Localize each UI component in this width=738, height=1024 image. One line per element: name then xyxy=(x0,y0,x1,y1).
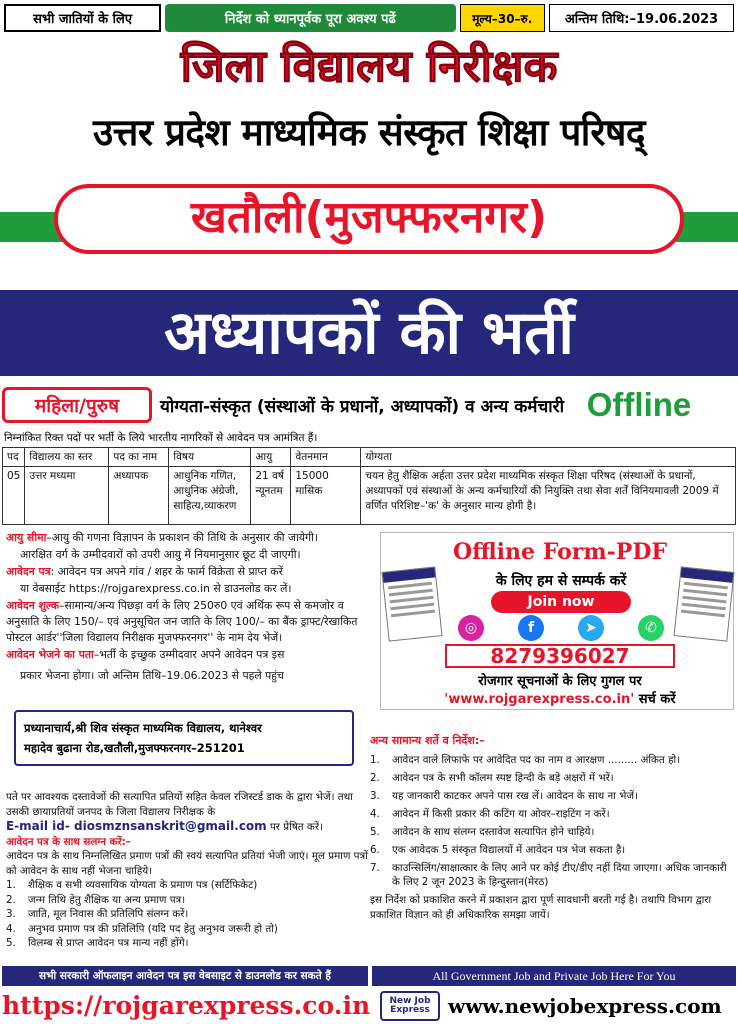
form-label: आवेदन पत्र xyxy=(6,565,51,578)
address-text: –भर्ती के इच्छुक उम्मीदवार अपने आवेदन पत्र इस xyxy=(93,648,285,661)
phone-number[interactable]: 8279396027 xyxy=(445,644,675,668)
location-title: खतौली(मुजफ्फरनगर) xyxy=(54,184,684,254)
item-text: आवेदन में किसी प्रकार की कटिंग या ओवर–राइटिंग न करें। xyxy=(392,807,610,820)
item-text: विलम्ब से प्राप्त आवेदन पत्र मान्य नहीं होंगे। xyxy=(28,937,189,949)
cell-level: उत्तर मध्यमा xyxy=(25,467,109,525)
item-text: आवेदन वाले लिफाफे पर आवेदित पद का नाम व आरक्षण ......... अंकित हो। xyxy=(392,753,681,766)
item-number: 6. xyxy=(370,843,380,856)
footer-right-url[interactable]: www.newjobexpress.com xyxy=(448,994,722,1018)
footer-download-note: सभी सरकारी ऑफलाइन आवेदन पत्र इस वेबसाइट से डाउनलोड कर सकते हैं xyxy=(2,966,368,986)
social-icons xyxy=(441,615,681,643)
address-box xyxy=(14,710,354,766)
address-text-2: प्रकार भेजना होगा। जो अन्तिम तिथि–19.06.2023 से पहले पहुंच xyxy=(20,669,284,682)
form-thumbnail-left xyxy=(381,566,442,641)
footer-jobs-note: All Government Job and Private Job Here For You xyxy=(372,966,736,986)
docs-text: पते पर आवश्यक दस्तावेजों की सत्यापित प्रतियों सहित केवल रजिस्टर्ड डाक के द्वारा भेजें। तथा उसकी छायाप्रतियों जनपद के जिला विद्यालय निरीक्षक के xyxy=(6,791,353,818)
cell-subject: आधुनिक गणित, आधुनिक अंग्रेजी, साहित्य,व्याकरण xyxy=(169,467,251,525)
last-date-label: अन्तिम तिथि:–19.06.2023 xyxy=(549,4,734,32)
offline-badge: Offline xyxy=(574,384,704,426)
item-text: आवेदन के साथ संलग्न दस्तावेज सत्यापित होने चाहिये। xyxy=(392,825,595,838)
list-item xyxy=(6,878,372,893)
list-item xyxy=(6,922,372,937)
item-text: यह जानकारी काटकर अपने पास रख लें। आवेदन के साथ ना भेजें। xyxy=(392,789,638,802)
right-column xyxy=(370,734,734,922)
intro-text: निम्नांकित रिक्त पदों पर भर्ती के लिये भारतीय नागरिकों से आवेदन पत्र आमंत्रित हैं। xyxy=(4,432,318,444)
offline-form-ad[interactable] xyxy=(380,532,734,710)
ad-search-tail: सर्च करें xyxy=(634,692,676,707)
left-column xyxy=(6,530,366,685)
left-lower-column xyxy=(6,790,372,951)
address-line-1: प्रध्यानाचार्य,श्री शिव संस्कृत माध्यमिक विद्यालय, थानेश्वर xyxy=(24,721,262,735)
item-number: 2. xyxy=(370,771,380,784)
footer-right-bar xyxy=(372,988,736,1024)
item-text: अनुभव प्रमाण पत्र की प्रतिलिपि (यदि पद हेतु अनुभव जरूरी हो तो) xyxy=(28,922,278,935)
list-item xyxy=(370,861,734,890)
price-label: मूल्य–30–रु. xyxy=(460,4,546,32)
item-number: 3. xyxy=(6,908,16,920)
location-band xyxy=(0,184,738,254)
item-text: एक आवेदक 5 संस्कृत विद्यालयों में आवेदन पत्र भेज सकता है। xyxy=(392,843,626,856)
email-para xyxy=(6,819,372,835)
conditions-heading: अन्य सामान्य शर्ते व निर्देश:– xyxy=(370,734,485,747)
ad-title: Offline Form-PDF xyxy=(452,539,668,565)
conditions-list xyxy=(370,753,734,890)
item-number: 3. xyxy=(370,789,380,802)
form-para xyxy=(6,564,366,580)
table-header-row xyxy=(3,448,736,467)
fee-label: आवेदन शुल्क xyxy=(6,599,60,612)
address-para xyxy=(6,647,366,663)
page-title: जिला विद्यालय निरीक्षक xyxy=(180,41,558,92)
item-text: आवेदन पत्र के सभी कॉलम स्पष्ट हिन्दी के बड़े अक्षरों में भरें। xyxy=(392,771,614,784)
item-number: 1. xyxy=(370,753,380,766)
list-item xyxy=(6,907,372,922)
ad-subtitle: के लिए हम से सम्पर्क करें xyxy=(495,573,627,589)
attach-text: आवेदन पत्र के साथ निम्नलिखित प्रमाण पत्रों की स्वयं सत्यापित प्रतियां भेजी जाएं। मूल प्रमाण पत्रों को आवेदन के साथ नहीं भेजना चाहिये। xyxy=(6,850,368,877)
item-number: 5. xyxy=(6,937,16,949)
footer xyxy=(0,966,738,1024)
telegram-icon[interactable]: ➤ xyxy=(578,615,604,641)
age-text: –आयु की गणना विज्ञापन के प्रकाशन की तिथि के अनुसार की जायेगी। xyxy=(46,531,319,544)
closing-text: इस निर्देश को प्रकाशित करने में प्रकाशन द्वारा पूर्ण सावधानी बरती गई है। तथापि विभाग द्वारा प्रकाशित विज्ञान को ही अधिकारिक समझा जायें। xyxy=(370,894,712,921)
fee-para xyxy=(6,598,366,646)
ad-website[interactable]: 'www.rojgarexpress.co.in' xyxy=(444,692,635,707)
list-item xyxy=(370,807,734,822)
list-item xyxy=(370,825,734,840)
gender-badge: महिला/पुरुष xyxy=(2,387,152,423)
attach-list xyxy=(6,878,372,951)
item-number: 5. xyxy=(370,825,380,838)
age-text-2: आरक्षित वर्ग के उम्मीदवारों को उपरी आयु में नियमानुसार छूट दी जाएगी। xyxy=(20,548,301,561)
age-label: आयु सीमा xyxy=(6,531,47,544)
all-castes-label: सभी जातियों के लिए xyxy=(4,4,161,32)
list-item xyxy=(6,936,372,951)
item-text: काउन्सिलिंग/साक्षात्कार के लिए आने पर कोई टीए/डीए नहीं दिया जाएगा। अधिक जानकारी के लिए 2 जून 2023 के हिन्दुस्तान(मेरठ) xyxy=(392,861,727,888)
form-text: : आवेदन पत्र अपने गांव / शहर के फार्म विक्रेता से प्राप्त करें xyxy=(50,565,284,578)
age-para xyxy=(6,530,366,546)
address-label: आवेदन भेजने का पता xyxy=(6,648,94,661)
ad-search-line xyxy=(395,689,725,707)
col-header: आयु xyxy=(251,448,291,467)
cell-posts: 05 xyxy=(3,467,25,525)
item-text: शैक्षिक व सभी व्यवसायिक योग्यता के प्रमाण पत्र (सर्टिफिकेट) xyxy=(28,879,258,891)
item-text: जाति, मूल निवास की प्रतिलिपि संलग्न करें। xyxy=(28,908,189,920)
col-header: पद xyxy=(3,448,25,467)
item-number: 7. xyxy=(370,861,380,874)
instagram-icon[interactable]: ◎ xyxy=(458,615,484,641)
item-number: 1. xyxy=(6,879,16,891)
list-item xyxy=(6,893,372,908)
newjob-express-logo: New Job Express xyxy=(380,991,440,1021)
board-name: उत्तर प्रदेश माध्यमिक संस्कृत शिक्षा परिषद् xyxy=(93,111,645,154)
form-thumbnail-right xyxy=(673,566,734,641)
item-number: 2. xyxy=(6,893,16,906)
ad-google-line: रोजगार सूचनाओं के लिए गुगल पर xyxy=(478,674,642,689)
address-line-2: महादेव बुढाना रोड,खतौली,मुजफ्फरनगर–251201 xyxy=(24,741,245,755)
fee-text: –सामान्य/अन्य पिछड़ा वर्ग के लिए 250रु0 एवं अर्थिक रूप से कमजोर व अनुसाति के लिए 150/– एवं अनुसूचित जन जाति के लिए 100/– का बैंक ड्राफ्ट/रेखाकित पोस्टल आर्डर''जिला विद्यालय निरीक्षक मुजफ्फरनगर'' के नाम देय भेजें। xyxy=(6,599,358,644)
email-link[interactable]: E-mail id- diosmznsanskrit@gmail.com xyxy=(6,819,267,833)
top-strip xyxy=(0,0,738,36)
col-header: योग्यता xyxy=(361,448,736,467)
footer-left-url[interactable]: https://rojgarexpress.co.in xyxy=(2,988,368,1024)
col-header: विद्यालय का स्तर xyxy=(25,448,109,467)
col-header: वेतनमान xyxy=(291,448,361,467)
list-item xyxy=(370,843,734,858)
list-item xyxy=(370,753,734,768)
list-item xyxy=(370,771,734,786)
qualification-row xyxy=(0,382,738,428)
table-row xyxy=(3,467,736,525)
facebook-icon[interactable]: f xyxy=(518,615,544,641)
cell-post-name: अध्यापक xyxy=(109,467,169,525)
qualification-text: योग्यता-संस्कृत (संस्थाओं के प्रधानों, अध्यापकों) व अन्य कर्मचारी xyxy=(160,396,565,417)
col-header: विषय xyxy=(169,448,251,467)
whatsapp-icon[interactable]: ✆ xyxy=(638,615,664,641)
list-item xyxy=(370,789,734,804)
item-number: 4. xyxy=(370,807,380,820)
item-text: जन्म तिथि हेतु शैक्षिक या अन्य प्रमाण पत्र। xyxy=(28,893,186,906)
item-number: 4. xyxy=(6,922,16,935)
recruitment-banner: अध्यापकों की भर्ती xyxy=(0,290,738,376)
cell-age: 21 वर्ष न्यूनतम xyxy=(251,467,291,525)
col-header: पद का नाम xyxy=(109,448,169,467)
vacancy-table xyxy=(2,447,736,525)
cell-pay: 15000 मासिक xyxy=(291,467,361,525)
attach-label: आवेदन पत्र के साथ सलग्न करें:– xyxy=(6,835,131,848)
cell-qualification: चयन हेतु शैक्षिक अर्हता उत्तर प्रदेश माध्यमिक संस्कृत शिक्षा परिषद (संस्थाओं के प्रधानों, अध्यापकों एवं संस्थाओं के अन्य कर्मचारियों की नियुक्ति तथा सेवा शर्तें विनियमावली 2009 में वर्णित परिशिष्ट–'क' के अनुसार मान्य होगी है। xyxy=(361,467,736,525)
join-now-button[interactable]: Join now xyxy=(491,591,631,613)
instruction-label: निर्देश को ध्यानपूर्वक पूरा अवश्य पढें xyxy=(165,4,455,32)
form-text-2: या वेबसाईट https://rojgarexpress.co.in से डाउनलोड कर लें। xyxy=(20,582,292,595)
email-tail: पर प्रेषित करें। xyxy=(266,821,323,833)
